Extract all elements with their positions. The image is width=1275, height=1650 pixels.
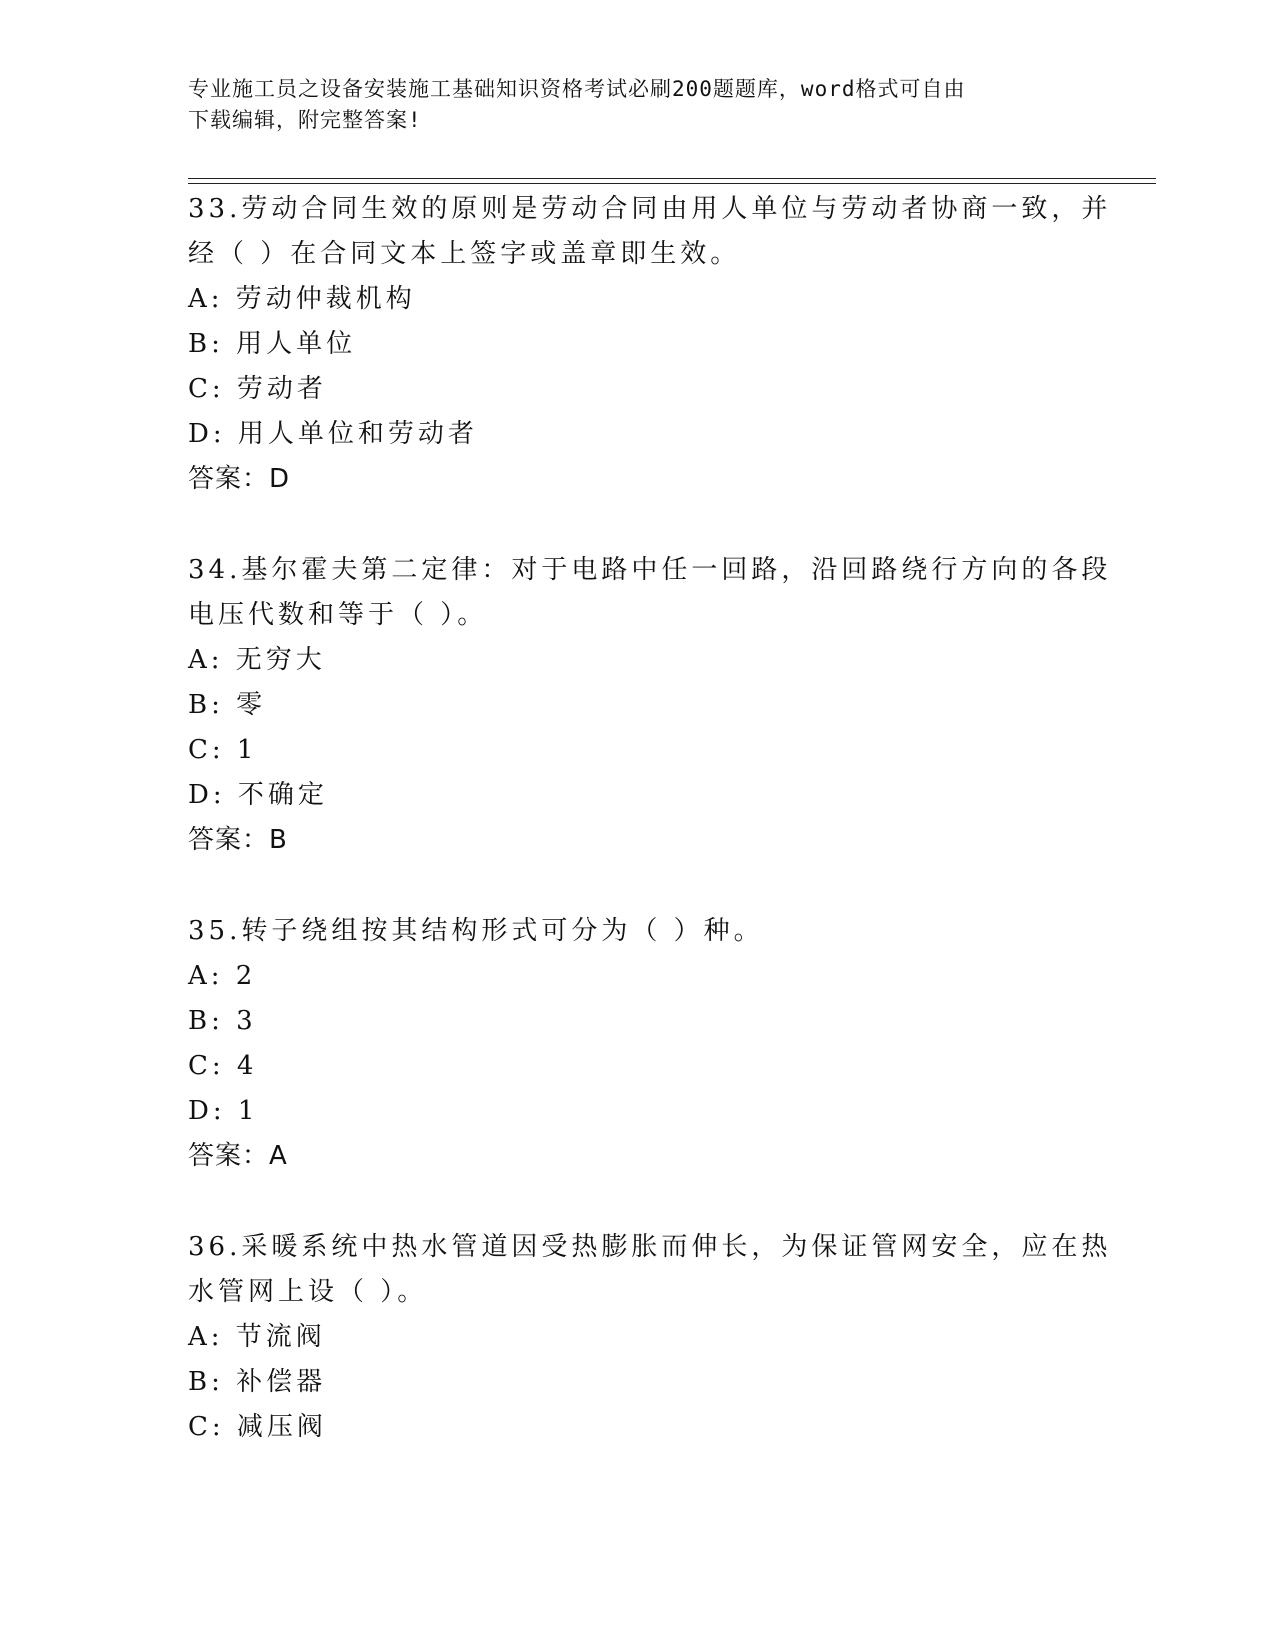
question-35-answer: 答案：A [188, 1141, 288, 1171]
question-34-option-b: B: 零 [188, 690, 267, 720]
question-34-option-c: C: 1 [188, 735, 258, 765]
header-divider-top [188, 178, 1156, 179]
doc-header-line-2: 下载编辑，附完整答案! [188, 108, 422, 132]
question-34-answer: 答案：B [188, 825, 288, 855]
question-35-stem-line-1: 35.转子绕组按其结构形式可分为（ ）种。 [188, 916, 764, 946]
question-33-stem-line-1: 33.劳动合同生效的原则是劳动合同由用人单位与劳动者协商一致，并 [188, 194, 1112, 224]
question-35-option-c: C: 4 [188, 1051, 258, 1081]
question-33-option-a: A: 劳动仲裁机构 [188, 284, 416, 314]
question-33-option-d: D: 用人单位和劳动者 [188, 419, 478, 449]
question-33-option-b: B: 用人单位 [188, 329, 357, 359]
question-35-option-a: A: 2 [188, 961, 257, 991]
question-36-option-c: C: 减压阀 [188, 1412, 327, 1442]
header-divider-bottom [188, 183, 1156, 184]
question-34-stem-line-1: 34.基尔霍夫第二定律：对于电路中任一回路，沿回路绕行方向的各段 [188, 555, 1112, 585]
question-34-stem-line-2: 电压代数和等于（ ）。 [188, 600, 488, 630]
question-34-option-a: A: 无穷大 [188, 645, 326, 675]
question-33-option-c: C: 劳动者 [188, 374, 327, 404]
question-36-option-a: A: 节流阀 [188, 1322, 326, 1352]
question-36-stem-line-2: 水管网上设（ ）。 [188, 1277, 428, 1307]
question-35-option-d: D: 1 [188, 1096, 259, 1126]
question-36-stem-line-1: 36.采暖系统中热水管道因受热膨胀而伸长，为保证管网安全，应在热 [188, 1232, 1112, 1262]
question-33-stem-line-2: 经（ ）在合同文本上签字或盖章即生效。 [188, 239, 741, 269]
question-34-option-d: D: 不确定 [188, 780, 328, 810]
question-33-answer: 答案：D [188, 464, 291, 494]
doc-header-line-1: 专业施工员之设备安装施工基础知识资格考试必刷200题题库，word格式可自由 [188, 77, 966, 101]
question-36-option-b: B: 补偿器 [188, 1367, 327, 1397]
question-35-option-b: B: 3 [188, 1006, 257, 1036]
